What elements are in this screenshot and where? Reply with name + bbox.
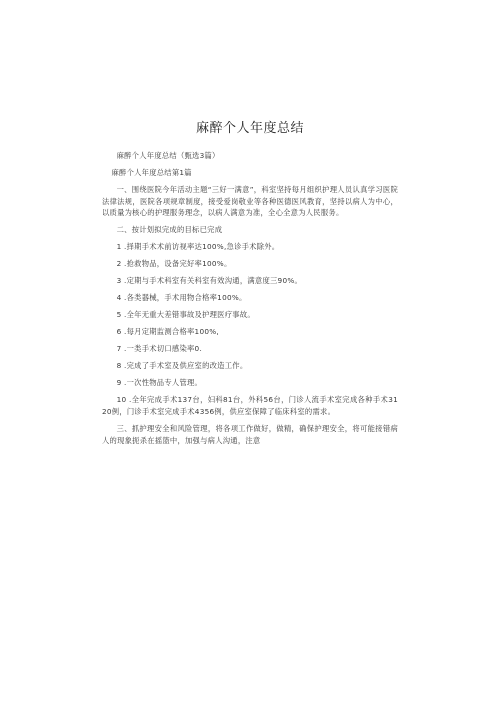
list-item: 9 .一次性物品专人管理。	[116, 378, 203, 388]
list-item: 6 .每月定期监测合格率100%,	[116, 327, 219, 337]
list-item: 8 .完成了手术室及供应室的改造工作。	[116, 361, 248, 371]
document-title: 麻醉个人年度总结	[195, 121, 304, 136]
list-item: 3 .定期与手术科室有关科室有效沟通，满意度三90%。	[116, 276, 303, 286]
section-heading: 麻醉个人年度总结第1篇	[111, 168, 192, 177]
document-body	[102, 150, 398, 452]
list-item: 4 .各类器械，手术用物合格率100%。	[116, 293, 247, 303]
list-item: 5 .全年无重大差错事故及护理医疗事故。	[116, 310, 255, 320]
list-item: 7 .一类手术切口感染率0.	[116, 344, 203, 354]
list-item: 2 .抢救物品，设备完好率100%。	[116, 259, 232, 269]
body-paragraph: 一、围绕医院今年活动主题“三好一满意”，科室坚持每月组织护理人员认真学习医院法律法规，医院各项规章制度，接受爱岗敬业等各种医德医风教育，坚持以病人为中心，以质量为核心的护理服务理念，以病人满意为准，全心全意为人民服务。	[102, 185, 398, 218]
body-paragraph: 二、按计划拟完成的目标已完成	[116, 225, 223, 235]
list-item: 1 .择期手术术前访视率达100%,急诊手术除外。	[116, 242, 280, 252]
body-paragraph: 三、抓护理安全和风险管理，将各项工作做好，做精，确保护理安全，将可能接错病人的现象扼杀在摇篮中，加强与病人沟通，注意	[102, 424, 398, 445]
subtitle-paragraph: 麻醉个人年度总结（甄选3篇）	[116, 151, 220, 160]
list-item: 10 .全年完成手术137台，妇科81台，外科56台，门诊人流手术室完成各种手术3120例，门诊手术室完成手术4356例，供应室保障了临床科室的需求。	[102, 395, 398, 417]
